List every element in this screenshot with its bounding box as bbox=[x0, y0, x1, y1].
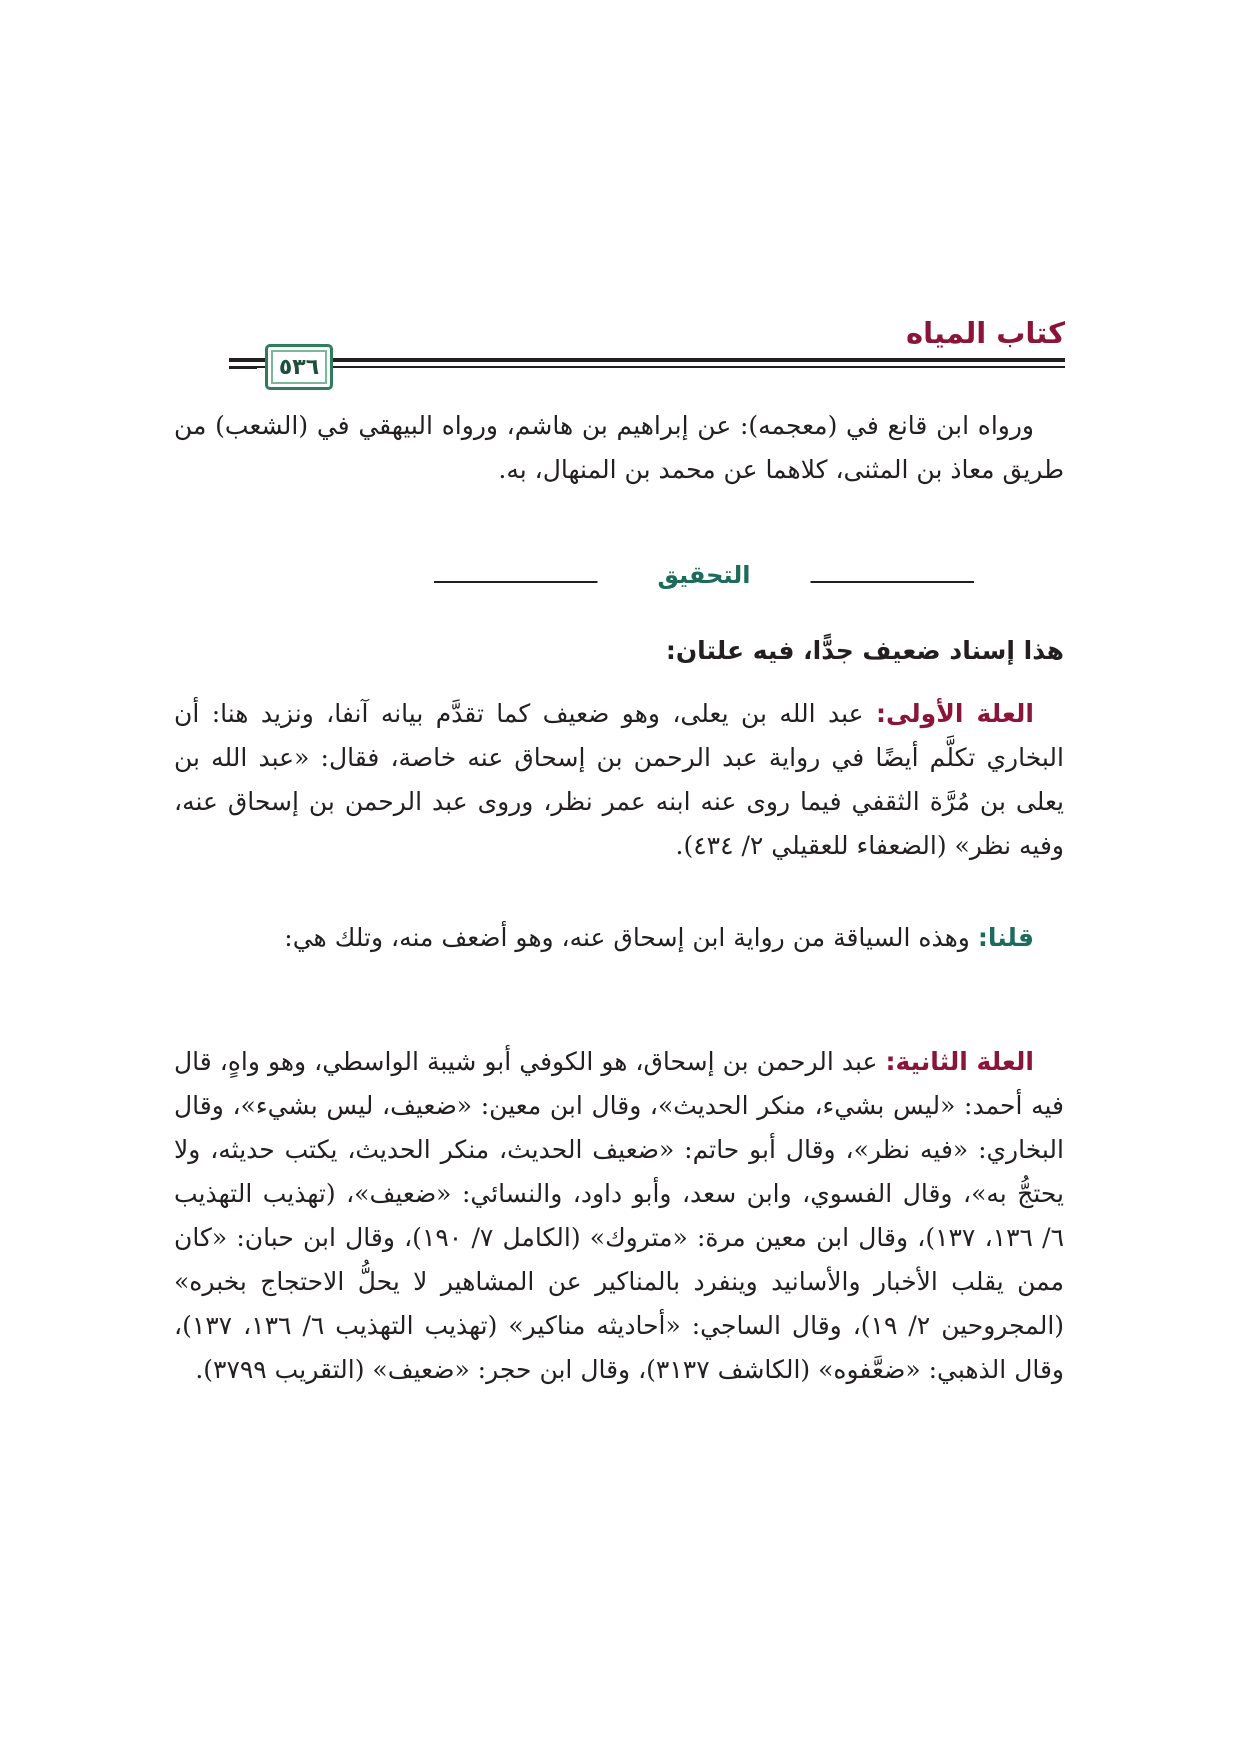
we-said-text: وهذه السياقة من رواية ابن إسحاق عنه، وهو أضعف منه، وتلك هي: bbox=[284, 923, 978, 952]
page-header bbox=[229, 312, 1065, 392]
second-defect-label: العلة الثانية: bbox=[885, 1047, 1034, 1076]
header-rule-thin bbox=[229, 366, 1065, 368]
page-number-badge bbox=[265, 344, 333, 390]
book-title: كتاب المياه bbox=[906, 316, 1065, 350]
header-rule-thick bbox=[229, 358, 1065, 362]
section-heading: هذا إسناد ضعيف جدًّا، فيه علتان: bbox=[665, 636, 1064, 665]
header-rule-stub-top bbox=[229, 358, 257, 361]
we-said-label: قلنا: bbox=[977, 923, 1034, 952]
intro-paragraph: ورواه ابن قانع في (معجمه): عن إبراهيم بن هاشم، ورواه البيهقي في (الشعب) من طريق معاذ بن المثنى، كلاهما عن محمد بن المنهال، به. bbox=[174, 411, 1064, 484]
first-defect-label: العلة الأولى: bbox=[876, 699, 1034, 728]
section-title: التحقيق bbox=[597, 561, 810, 589]
paragraph-first-defect bbox=[174, 692, 1064, 868]
header-rule-stub-bottom bbox=[229, 366, 257, 369]
page-number: ٥٣٦ bbox=[278, 354, 320, 380]
paragraph-second-defect bbox=[174, 1040, 1064, 1392]
first-defect-text: عبد الله بن يعلى، وهو ضعيف كما تقدَّم بيانه آنفا، ونزيد هنا: أن البخاري تكلَّم أيضًا في رواية عبد الرحمن بن إسحاق عنه خاصة، فقال: «عبد الله بن يعلى بن مُرَّة الثقفي فيما روى عنه ابنه عمر نظر، وروى عبد الرحمن بن إسحاق عنه، وفيه نظر» (الضعفاء للعقيلي ٢/ ٤٣٤). bbox=[174, 699, 1064, 860]
section-divider bbox=[434, 561, 974, 601]
paragraph-we-said bbox=[174, 916, 1064, 960]
second-defect-text: عبد الرحمن بن إسحاق، هو الكوفي أبو شيبة الواسطي، وهو واهٍ، قال فيه أحمد: «ليس بشيء، منكر الحديث»، وقال ابن معين: «ضعيف، ليس بشيء»، وقال البخاري: «فيه نظر»، وقال أبو حاتم: «ضعيف الحديث، منكر الحديث، يكتب حديثه، ولا يحتجُّ به»، وقال الفسوي، وابن سعد، وأبو داود، والنسائي: «ضعيف»، (تهذيب التهذيب ٦/ ١٣٦، ١٣٧)، وقال ابن معين مرة: «متروك» (الكامل ٧/ ١٩٠)، وقال ابن حبان: «كان ممن يقلب الأخبار والأسانيد وينفرد بالمناكير عن المشاهير لا يحلُّ الاحتجاج بخبره» (المجروحين ٢/ ١٩)، وقال الساجي: «أحاديثه مناكير» (تهذيب التهذيب ٦/ ١٣٦، ١٣٧)، وقال الذهبي: «ضعَّفوه» (الكاشف ٣١٣٧)، وقال ابن حجر: «ضعيف» (التقريب ٣٧٩٩). bbox=[174, 1047, 1065, 1384]
